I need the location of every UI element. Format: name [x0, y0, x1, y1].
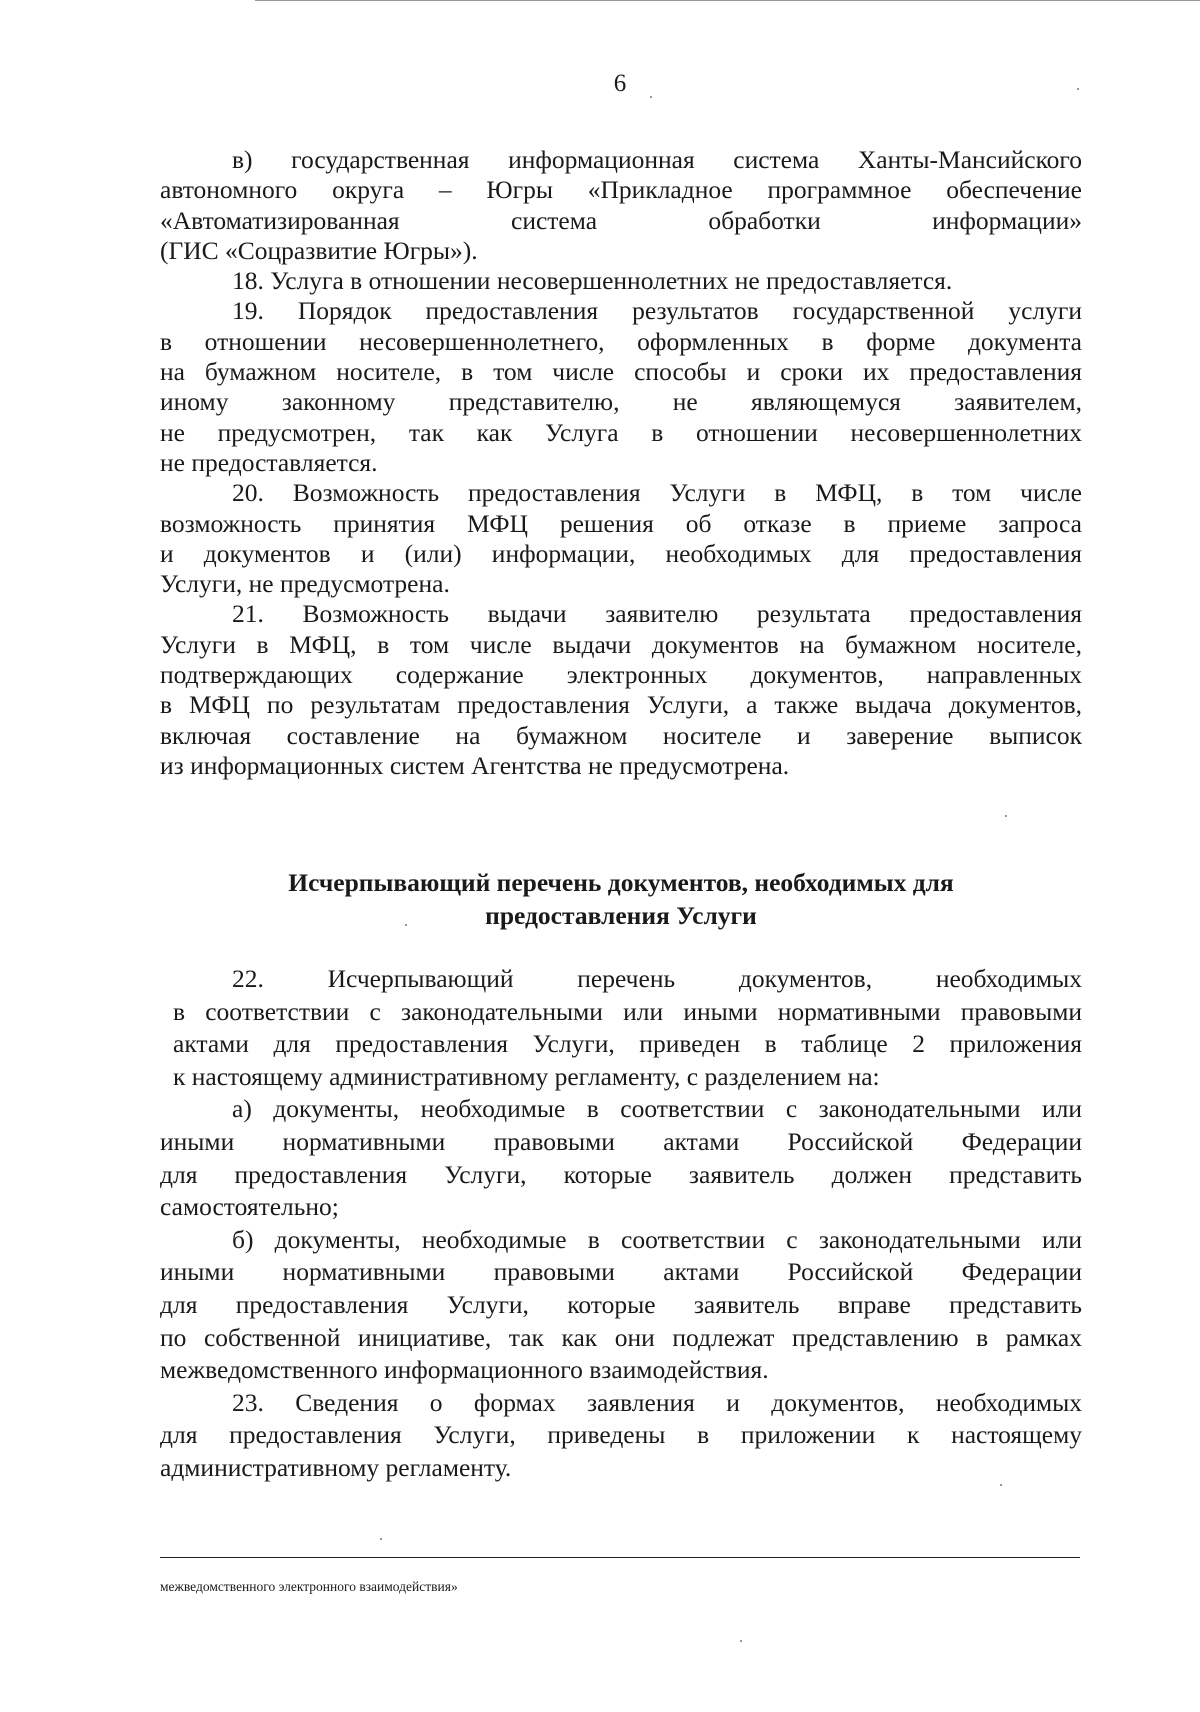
paragraph-v-line-3: «Автоматизированная система обработки информации»: [160, 205, 1082, 235]
paragraph-19-line-1: 19. Порядок предоставления результатов государственной услуги: [232, 296, 1082, 326]
paragraph-a-line-3: для предоставления Услуги, которые заявитель должен представить: [160, 1159, 1082, 1189]
page-number: 6: [613, 70, 627, 97]
paragraph-21-line-3: подтверждающих содержание электронных документов, направленных: [160, 660, 1082, 690]
paragraph-b-line-4: по собственной инициативе, так как они подлежат представлению в рамках: [160, 1322, 1082, 1352]
section-heading-line-2: предоставления Услуги: [485, 901, 757, 930]
paragraph-19-line-5: не предусмотрен, так как Услуга в отношении несовершеннолетних: [160, 417, 1082, 447]
paragraph-v-line-2: автономного округа – Югры «Прикладное программное обеспечение: [160, 175, 1082, 205]
paragraph-19-line-3: на бумажном носителе, в том числе способы и сроки их предоставления: [160, 357, 1082, 387]
paragraph-a-line-1: а) документы, необходимые в соответствии с законодательными или: [232, 1094, 1082, 1124]
body-text-upper: [160, 145, 1082, 781]
scan-speck: [405, 924, 407, 926]
paragraph-19-line-6: не предоставляется.: [160, 447, 378, 477]
paragraph-b-line-2: иными нормативными правовыми актами Российской Федерации: [160, 1257, 1082, 1287]
scan-speck: [650, 96, 652, 98]
paragraph-22-line-4: к настоящему административному регламенту, с разделением на:: [173, 1061, 880, 1091]
paragraph-v-line-4: (ГИС «Соцразвитие Югры»).: [160, 235, 478, 265]
paragraph-21-line-4: в МФЦ по результатам предоставления Услуги, а также выдача документов,: [160, 690, 1082, 720]
paragraph-b-line-1: б) документы, необходимые в соответствии с законодательными или: [232, 1224, 1082, 1254]
paragraph-a-line-4: самостоятельно;: [160, 1192, 339, 1222]
paragraph-20-line-3: и документов и (или) информации, необходимых для предоставления: [160, 538, 1082, 568]
paragraph-19-line-4: иному законному представителю, не являющемуся заявителем,: [160, 387, 1082, 417]
paragraph-22-line-1: 22. Исчерпывающий перечень документов, необходимых: [232, 964, 1082, 993]
body-text-lower: [160, 963, 1082, 1485]
paragraph-b-line-5: межведомственного информационного взаимодействия.: [160, 1355, 769, 1385]
paragraph-23-line-2: для предоставления Услуги, приведены в приложении к настоящему: [160, 1420, 1082, 1450]
paragraph-b-line-3: для предоставления Услуги, которые заявитель вправе представить: [160, 1289, 1082, 1319]
footnote-divider: [160, 1557, 1080, 1558]
paragraph-v-line-1: в) государственная информационная система Ханты-Мансийского: [232, 145, 1082, 174]
paragraph-20-line-1: 20. Возможность предоставления Услуги в МФЦ, в том числе: [232, 478, 1082, 508]
paragraph-21-line-5: включая составление на бумажном носителе и заверение выписок: [160, 720, 1082, 750]
paragraph-22-line-3: актами для предоставления Услуги, приведен в таблице 2 приложения: [173, 1029, 1082, 1059]
scan-speck: [1077, 88, 1079, 90]
scan-speck: [1005, 815, 1007, 817]
paragraph-21-line-6: из информационных систем Агентства не предусмотрена.: [160, 750, 790, 780]
scan-speck: [1000, 1484, 1002, 1486]
paragraph-23-line-1: 23. Сведения о формах заявления и документов, необходимых: [232, 1387, 1082, 1417]
section-heading-line-1: Исчерпывающий перечень документов, необходимых для: [288, 868, 954, 897]
paragraph-21-line-2: Услуги в МФЦ, в том числе выдачи документов на бумажном носителе,: [160, 629, 1082, 659]
scan-edge-line: [255, 0, 1200, 1]
paragraph-20-line-2: возможность принятия МФЦ решения об отказе в приеме запроса: [160, 508, 1082, 538]
footnote-text: межведомственного электронного взаимодействия»: [160, 1579, 458, 1594]
paragraph-18-line-1: 18. Услуга в отношении несовершеннолетних не предоставляется.: [232, 266, 953, 296]
section-heading: [160, 866, 1082, 932]
paragraph-a-line-2: иными нормативными правовыми актами Российской Федерации: [160, 1126, 1082, 1156]
paragraph-22-line-2: в соответствии с законодательными или иными нормативными правовыми: [173, 996, 1082, 1026]
scan-speck: [740, 1640, 742, 1642]
paragraph-20-line-4: Услуги, не предусмотрена.: [160, 569, 450, 599]
scan-speck: [380, 1538, 382, 1540]
paragraph-21-line-1: 21. Возможность выдачи заявителю результата предоставления: [232, 599, 1082, 629]
paragraph-23-line-3: административному регламенту.: [160, 1452, 512, 1482]
paragraph-19-line-2: в отношении несовершеннолетнего, оформленных в форме документа: [160, 326, 1082, 356]
